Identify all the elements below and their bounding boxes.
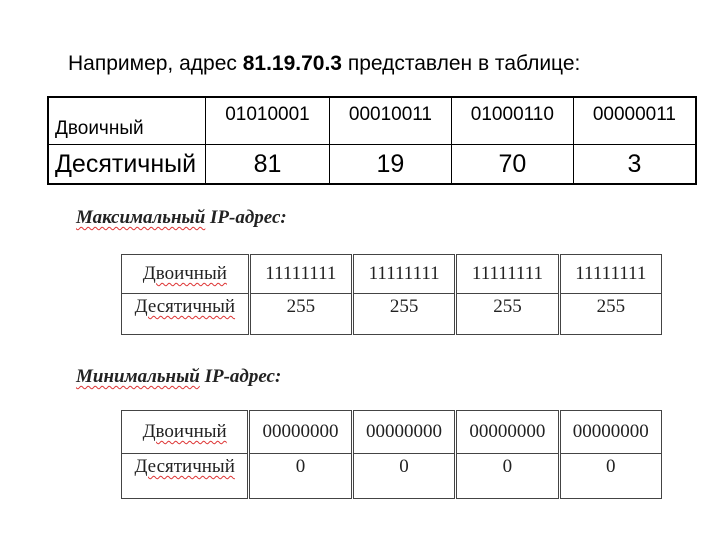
binary-octet-3: 01000110 bbox=[451, 97, 573, 145]
max-address-table bbox=[121, 254, 662, 335]
min-decimal-octet-4: 0 bbox=[559, 454, 661, 499]
min-binary-octet-2: 00000000 bbox=[352, 411, 455, 454]
max-decimal-octet-1: 255 bbox=[249, 294, 352, 335]
min-heading-rest: IP-адрес: bbox=[199, 366, 282, 387]
binary-row bbox=[48, 97, 696, 145]
binary-label: Двоичный bbox=[48, 97, 206, 145]
min-binary-row bbox=[122, 411, 662, 454]
binary-octet-2: 00010011 bbox=[329, 97, 451, 145]
max-binary-row bbox=[122, 255, 662, 294]
binary-octet-1: 01010001 bbox=[206, 97, 330, 145]
max-decimal-row bbox=[122, 294, 662, 335]
binary-octet-4: 00000011 bbox=[573, 97, 696, 145]
min-decimal-octet-2: 0 bbox=[352, 454, 455, 499]
min-decimal-octet-3: 0 bbox=[456, 454, 559, 499]
min-decimal-row bbox=[122, 454, 662, 499]
decimal-octet-3: 70 bbox=[451, 145, 573, 185]
max-heading-word: Максимальный bbox=[76, 207, 206, 228]
decimal-octet-4: 3 bbox=[573, 145, 696, 185]
intro-suffix: представлен в таблице: bbox=[341, 52, 581, 75]
max-heading-rest: IP-адрес: bbox=[205, 207, 287, 228]
min-heading-word: Минимальный bbox=[76, 366, 200, 387]
min-binary-octet-3: 00000000 bbox=[456, 411, 559, 454]
decimal-octet-1: 81 bbox=[206, 145, 330, 185]
decimal-row bbox=[48, 145, 696, 185]
min-decimal-label: Десятичный bbox=[122, 454, 249, 499]
min-address-table bbox=[121, 410, 662, 499]
decimal-label: Десятичный bbox=[48, 145, 206, 185]
max-decimal-octet-4: 255 bbox=[559, 294, 661, 335]
max-address-heading bbox=[76, 207, 287, 229]
max-binary-label: Двоичный bbox=[122, 255, 250, 294]
max-binary-octet-3: 11111111 bbox=[456, 255, 559, 294]
intro-prefix: Например, адрес bbox=[68, 52, 243, 75]
ip-address: 81.19.70.3 bbox=[242, 52, 342, 75]
decimal-octet-2: 19 bbox=[329, 145, 451, 185]
max-decimal-octet-2: 255 bbox=[353, 294, 456, 335]
min-binary-label: Двоичный bbox=[122, 411, 249, 454]
min-address-heading bbox=[76, 366, 281, 388]
intro-text bbox=[68, 52, 580, 76]
max-binary-octet-2: 11111111 bbox=[353, 255, 456, 294]
min-decimal-octet-1: 0 bbox=[249, 454, 352, 499]
example-table bbox=[47, 96, 697, 185]
min-binary-octet-4: 00000000 bbox=[559, 411, 661, 454]
max-binary-octet-1: 11111111 bbox=[249, 255, 352, 294]
max-decimal-label: Десятичный bbox=[122, 294, 250, 335]
max-binary-octet-4: 11111111 bbox=[559, 255, 661, 294]
min-binary-octet-1: 00000000 bbox=[249, 411, 352, 454]
max-decimal-octet-3: 255 bbox=[456, 294, 559, 335]
